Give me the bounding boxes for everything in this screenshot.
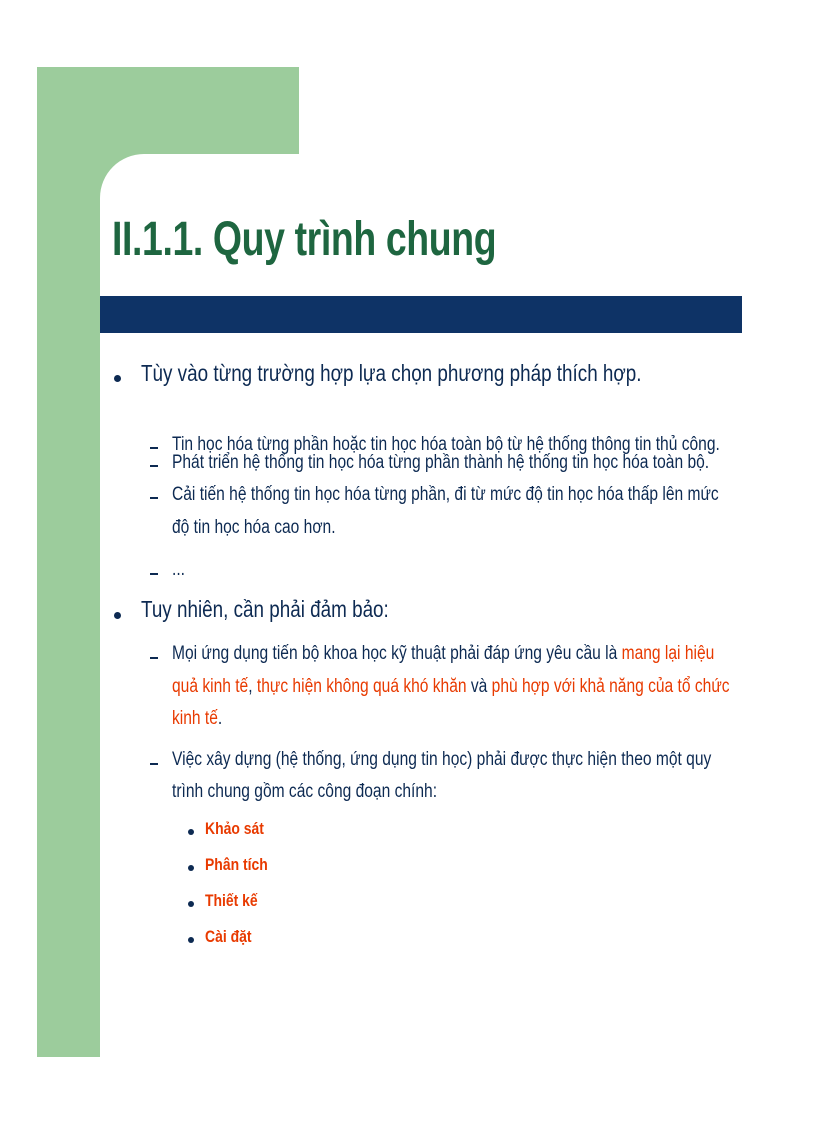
step-dot bbox=[188, 829, 194, 835]
step-dot bbox=[188, 865, 194, 871]
sub2-item-1-line3: kinh tế. bbox=[172, 708, 223, 729]
sub2-item-1-line1: Mọi ứng dụng tiến bộ khoa học kỹ thuật phải đáp ứng yêu cầu là mang lại hiệu bbox=[172, 643, 715, 664]
step-khao-sat: Khảo sát bbox=[205, 819, 264, 838]
step-dot bbox=[188, 901, 194, 907]
dash-marker bbox=[150, 657, 158, 659]
sub2-item-1-line2: quả kinh tế, thực hiện không quá khó khăn và phù hợp với khả năng của tổ chức bbox=[172, 676, 730, 697]
step-dot bbox=[188, 937, 194, 943]
sub-item-4: ... bbox=[172, 559, 185, 580]
sub2-item-2-line1: Việc xây dựng (hệ thống, ứng dụng tin học) phải được thực hiện theo một quy bbox=[172, 749, 712, 770]
bullet-1-text: Tùy vào từng trường hợp lựa chọn phương pháp thích hợp. bbox=[141, 360, 642, 386]
step-cai-dat: Cài đặt bbox=[205, 927, 252, 946]
bullet-2-text: Tuy nhiên, cần phải đảm bảo: bbox=[141, 596, 389, 622]
dash-marker bbox=[150, 465, 158, 467]
step-phan-tich: Phân tích bbox=[205, 855, 268, 874]
dash-marker bbox=[150, 497, 158, 499]
title-underline-bar bbox=[100, 296, 742, 333]
dash-marker bbox=[150, 447, 158, 449]
dash-marker bbox=[150, 573, 158, 575]
bullet-dot bbox=[114, 612, 121, 619]
sub-item-2: Phát triển hệ thống tin học hóa từng phần thành hệ thống tin học hóa toàn bộ. bbox=[172, 452, 710, 473]
sub-item-1: Tin học hóa từng phần hoặc tin học hóa toàn bộ từ hệ thống thông tin thủ công. bbox=[172, 434, 720, 455]
sub-item-3-cont: độ tin học hóa cao hơn. bbox=[172, 517, 336, 538]
bullet-dot bbox=[114, 375, 121, 382]
sub-item-3: Cải tiến hệ thống tin học hóa từng phần, đi từ mức độ tin học hóa thấp lên mức bbox=[172, 484, 719, 505]
slide-title: II.1.1. Quy trình chung bbox=[112, 213, 497, 266]
dash-marker bbox=[150, 763, 158, 765]
step-thiet-ke: Thiết kế bbox=[205, 891, 258, 910]
sub2-item-2-line2: trình chung gồm các công đoạn chính: bbox=[172, 781, 438, 802]
decorative-green-sidebar bbox=[37, 67, 100, 1057]
decorative-green-top bbox=[100, 67, 299, 154]
